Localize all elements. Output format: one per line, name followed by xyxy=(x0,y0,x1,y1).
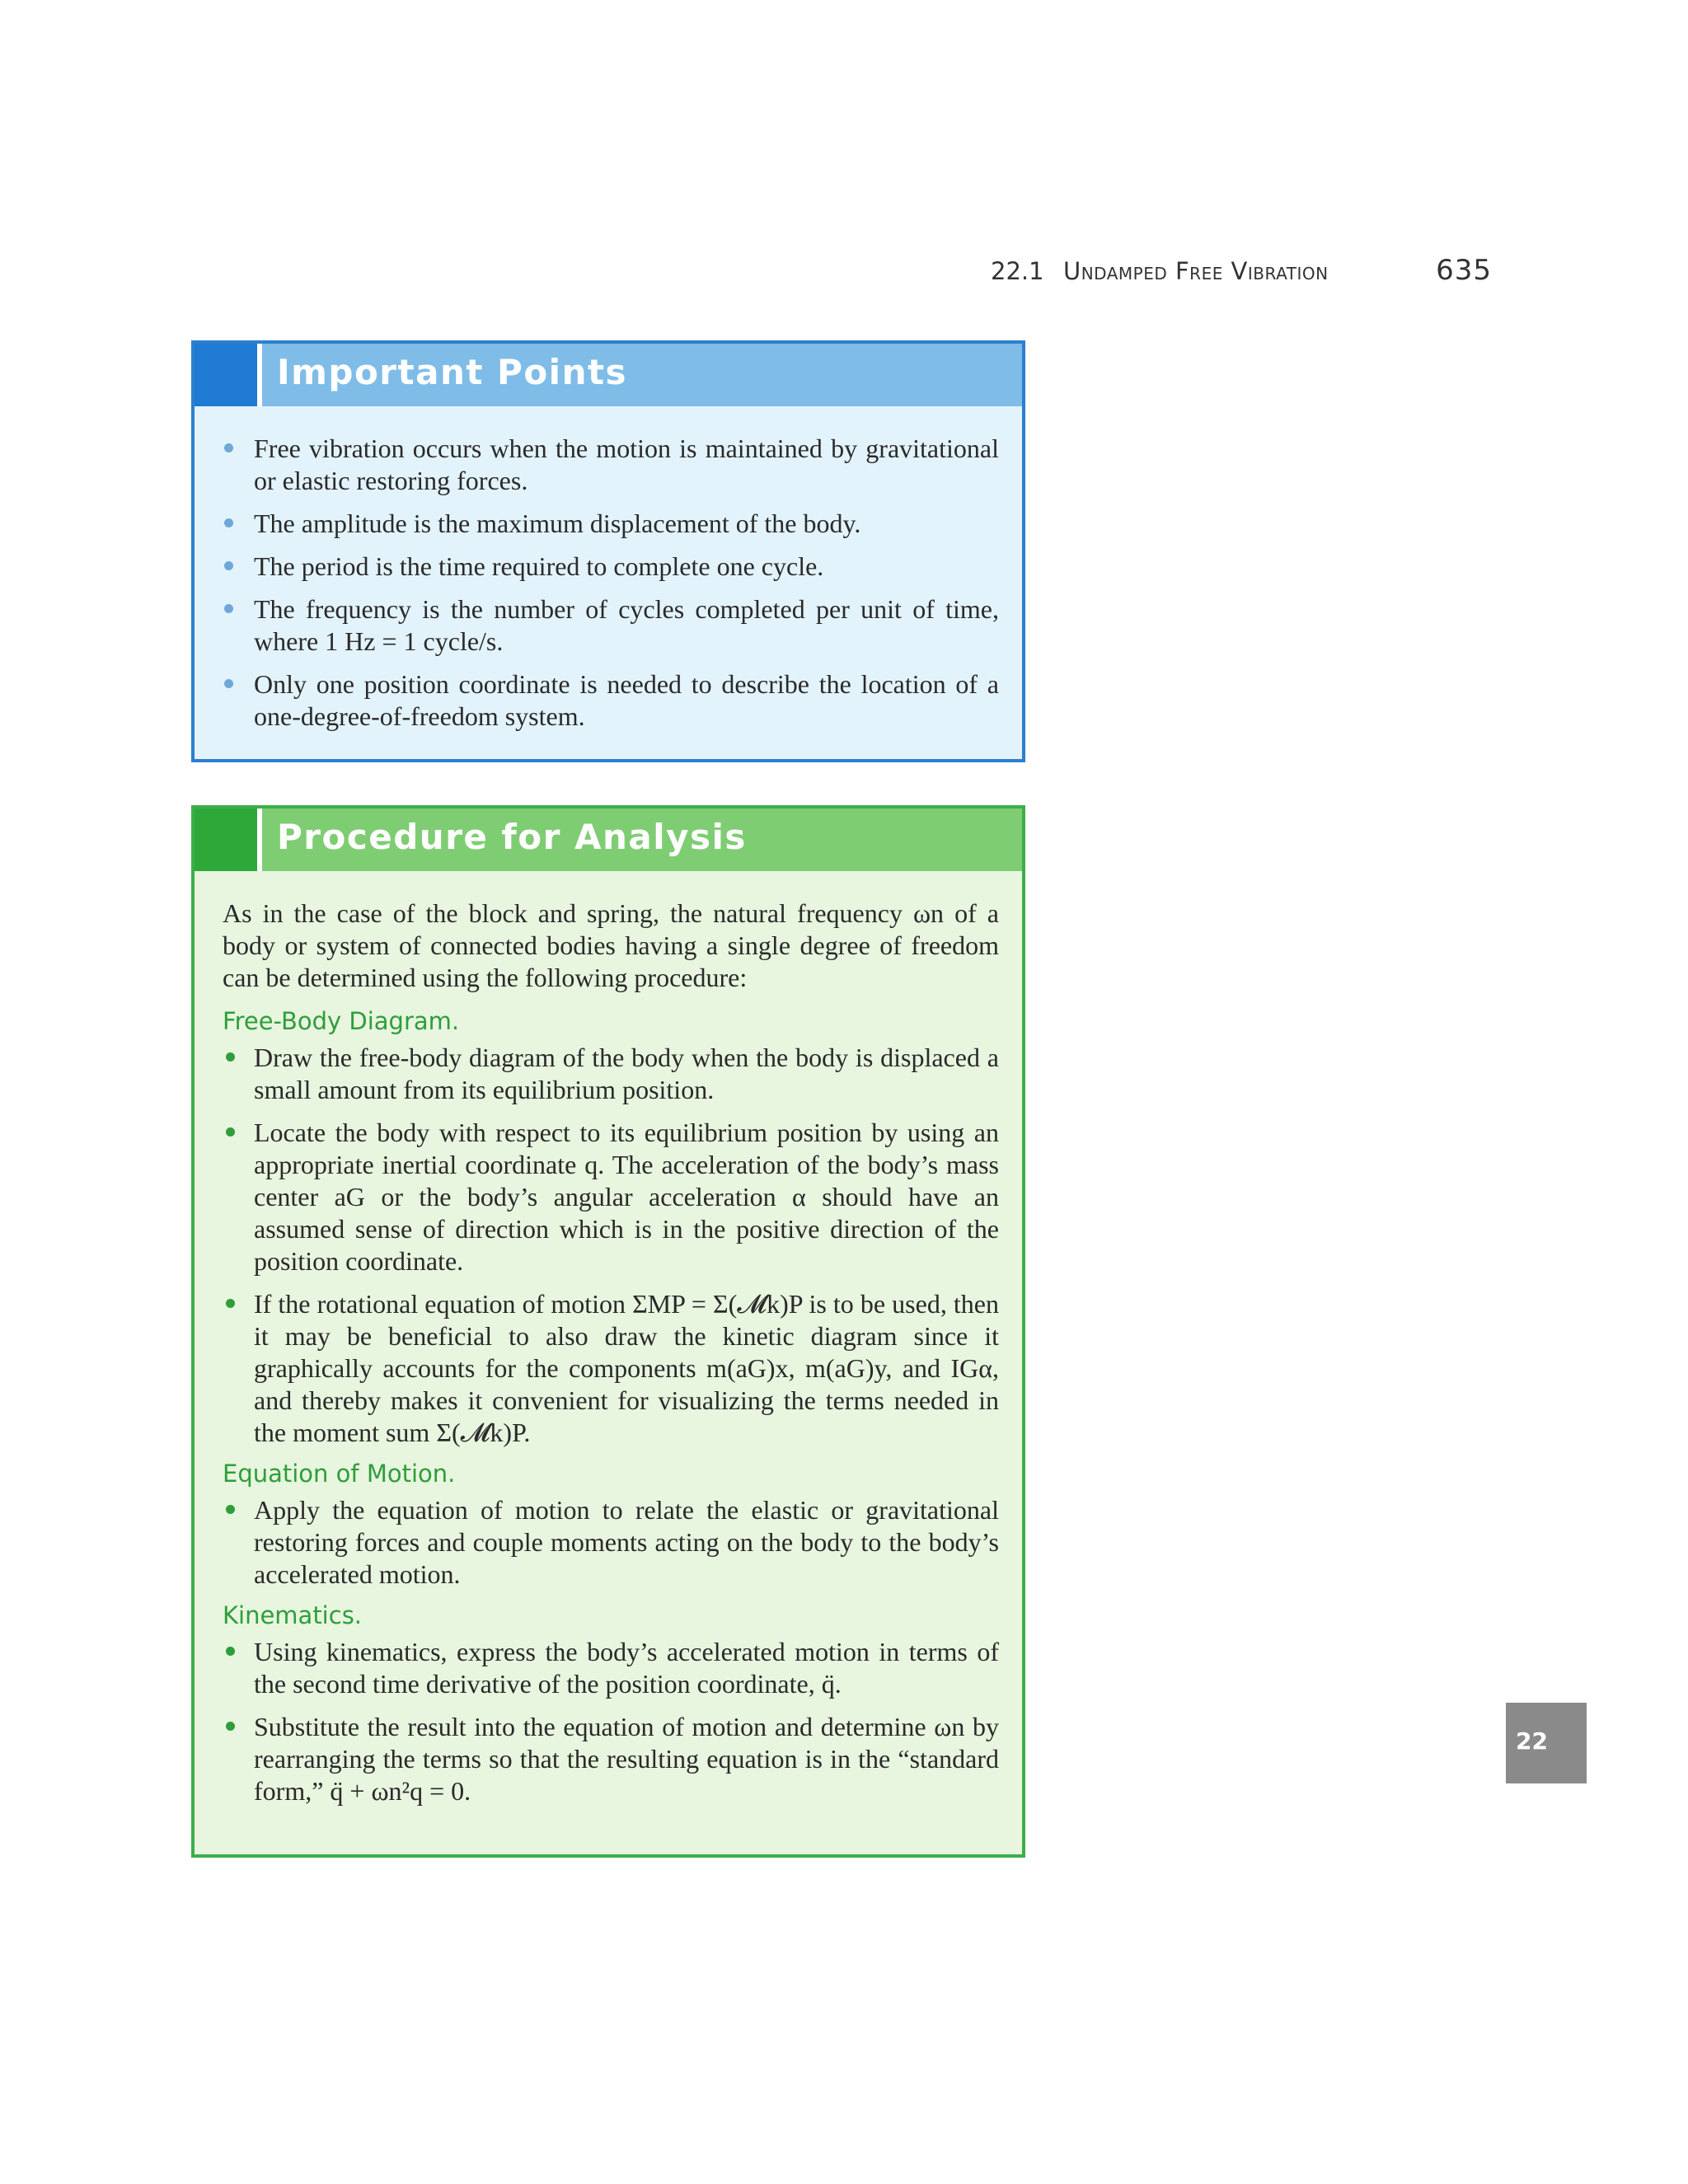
section-number: 22.1 xyxy=(991,257,1044,285)
procedure-title: Procedure for Analysis xyxy=(277,817,747,857)
subhead-free-body-diagram: Free-Body Diagram. xyxy=(223,1007,460,1035)
header-tab-block xyxy=(195,808,257,871)
procedure-body xyxy=(195,871,1022,1807)
important-points-box xyxy=(191,340,1025,762)
list-item: Draw the free-body diagram of the body when the body is displaced a small amount from its equilibrium position. xyxy=(223,1042,999,1106)
bullet-icon xyxy=(226,1647,235,1656)
important-points-list xyxy=(195,406,1022,733)
list-item: Free vibration occurs when the motion is maintained by gravitational or elastic restoring forces. xyxy=(223,433,999,497)
list-item: Using kinematics, express the body’s accelerated motion in terms of the second time derivative of the position coordinate, q̈. xyxy=(223,1636,999,1700)
bullet-icon xyxy=(224,443,233,452)
running-head xyxy=(991,254,1492,290)
subhead-equation-of-motion: Equation of Motion. xyxy=(223,1460,456,1488)
list-item: The period is the time required to complete one cycle. xyxy=(223,551,999,583)
important-points-title: Important Points xyxy=(277,352,628,392)
list-item: The frequency is the number of cycles completed per unit of time, where 1 Hz = 1 cycle/s. xyxy=(223,593,999,658)
header-tab-block xyxy=(195,344,257,406)
procedure-intro: As in the case of the block and spring, the natural frequency ωn of a body or system of connected bodies having a single degree of freedom can be determined using the following procedure: xyxy=(223,898,999,992)
bullet-icon xyxy=(224,604,233,613)
section-title: Undamped Free Vibration xyxy=(1063,257,1329,285)
page-number: 635 xyxy=(1436,254,1492,287)
list-item: If the rotational equation of motion ΣMP = Σ(𝓜k)P is to be used, then it may be beneficial to also draw the kinetic diagram since it graphically accounts for the components m(aG)x, m(aG)y, and IGα, and thereby makes it convenient for visualizing the terms needed in the moment sum Σ(𝓜k)P. xyxy=(223,1288,999,1449)
list-item: The amplitude is the maximum displacement of the body. xyxy=(223,508,999,540)
procedure-header xyxy=(195,808,1022,871)
list-item: Apply the equation of motion to relate the elastic or gravitational restoring forces and couple moments acting on the body to the body’s accelerated motion. xyxy=(223,1494,999,1591)
list-item: Locate the body with respect to its equilibrium position by using an appropriate inertial coordinate q. The acceleration of the body’s mass center aG or the body’s angular acceleration α should have an assumed sense of direction which is in the positive direction of the position coordinate. xyxy=(223,1117,999,1277)
bullet-icon xyxy=(224,518,233,527)
procedure-box xyxy=(191,805,1025,1858)
bullet-icon xyxy=(226,1299,235,1308)
list-item: Only one position coordinate is needed to describe the location of a one-degree-of-freedom system. xyxy=(223,668,999,733)
kinematics-list xyxy=(223,1636,999,1807)
bullet-icon xyxy=(226,1127,235,1137)
important-points-header xyxy=(195,344,1022,406)
bullet-icon xyxy=(226,1505,235,1514)
free-body-diagram-list xyxy=(223,1042,999,1449)
chapter-tab: 22 xyxy=(1506,1703,1587,1783)
list-item: Substitute the result into the equation of motion and determine ωn by rearranging the terms so that the resulting equation is in the “standard form,” q̈ + ωn²q = 0. xyxy=(223,1711,999,1807)
bullet-icon xyxy=(224,679,233,688)
equation-of-motion-list xyxy=(223,1494,999,1591)
bullet-icon xyxy=(226,1722,235,1731)
subhead-kinematics: Kinematics. xyxy=(223,1601,363,1629)
bullet-icon xyxy=(226,1052,235,1062)
bullet-icon xyxy=(224,561,233,570)
